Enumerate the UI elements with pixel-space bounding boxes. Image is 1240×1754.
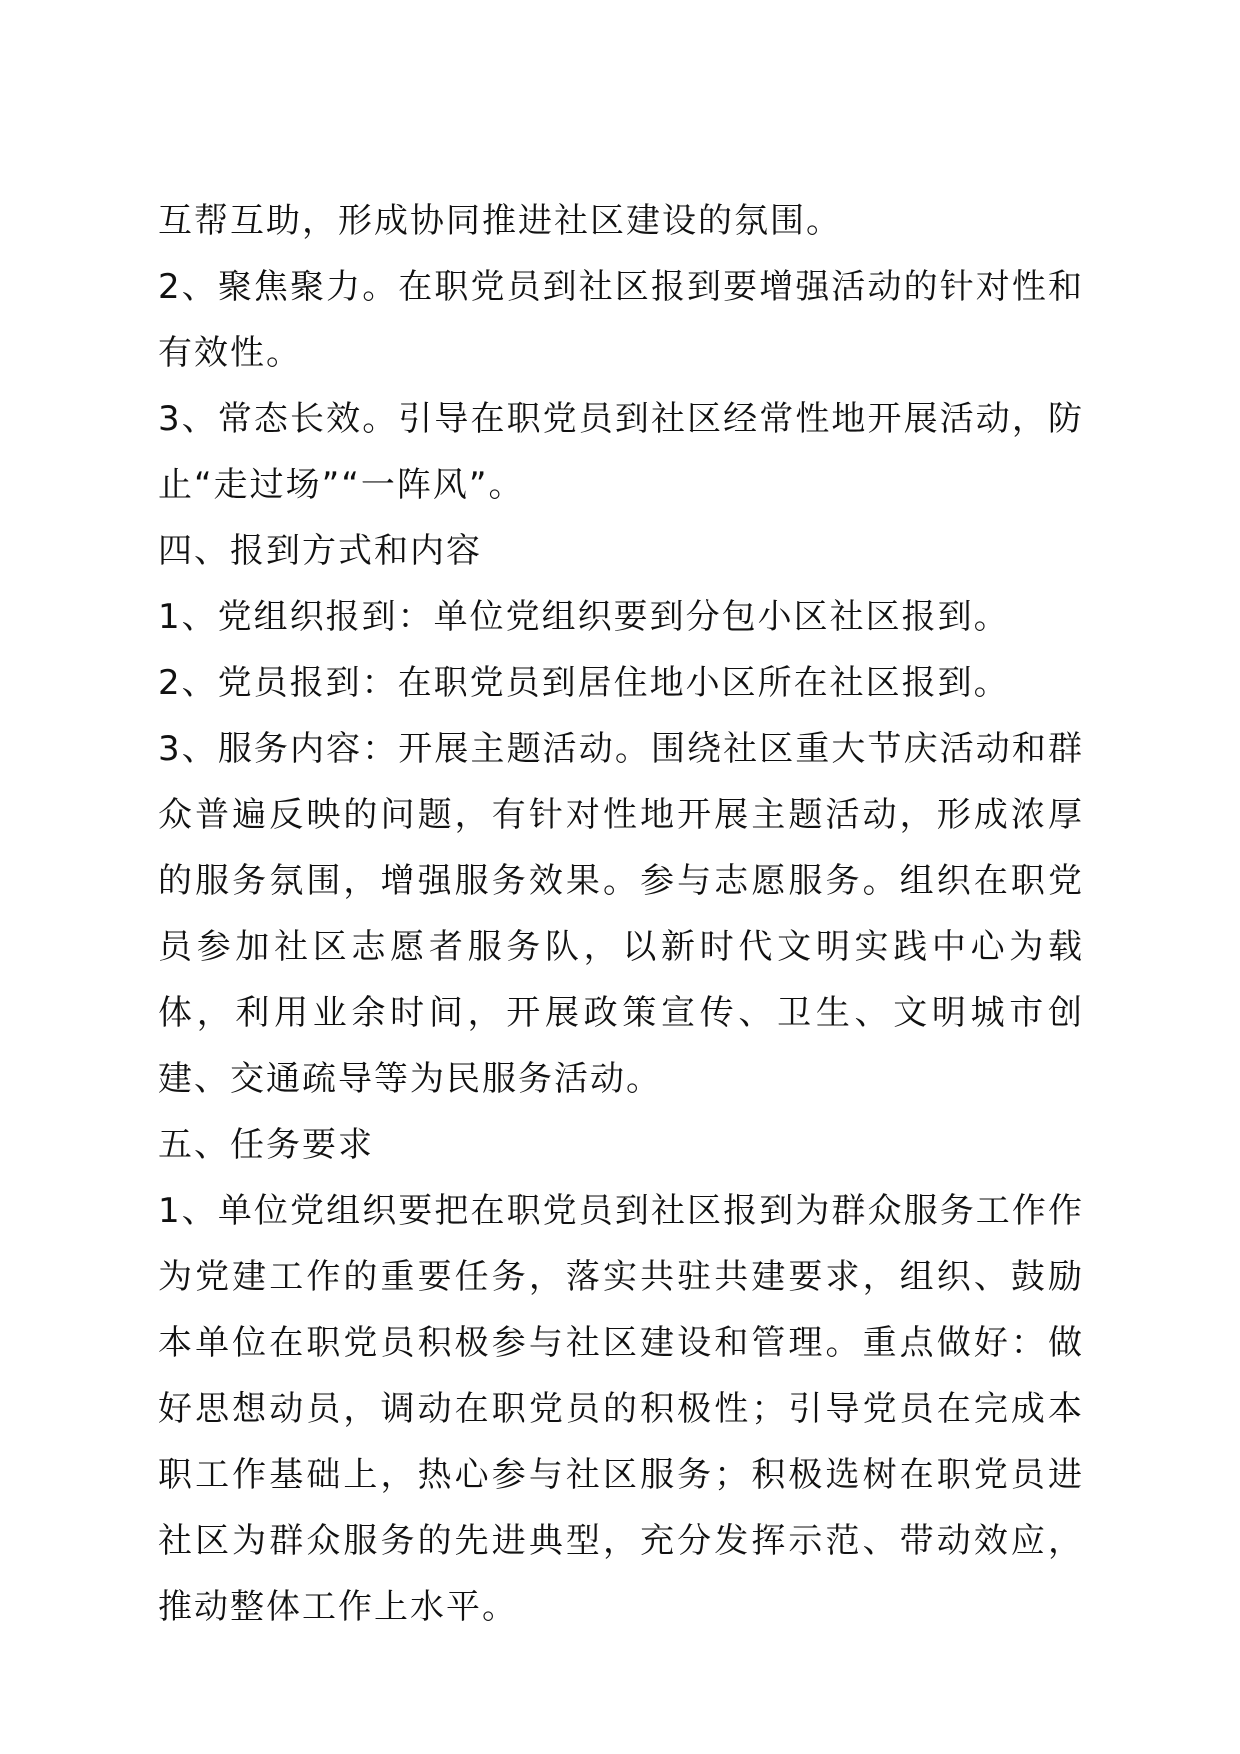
paragraph-continuation: 互帮互助，形成协同推进社区建设的氛围。	[158, 201, 842, 241]
paragraph-item-2-member-report: 2、党员报到：在职党员到居住地小区所在社区报到。	[158, 663, 1010, 703]
paragraph-item-3-regular: 3、常态长效。引导在职党员到社区经常性地开展活动，防止“走过场”“一阵风”。	[158, 399, 1084, 505]
paragraph-item-1-task-requirement: 1、单位党组织要把在职党员到社区报到为群众服务工作作为党建工作的重要任务，落实共驻共建要求，组织、鼓励本单位在职党员积极参与社区建设和管理。重点做好：做好思想动员，调动在职党员的积极性；引导党员在完成本职工作基础上，热心参与社区服务；积极选树在职党员进社区为群众服务的先进典型，充分发挥示范、带动效应，推动整体工作上水平。	[158, 1191, 1084, 1627]
section-heading-4: 四、报到方式和内容	[158, 531, 482, 571]
paragraph-item-1-org-report: 1、党组织报到：单位党组织要到分包小区社区报到。	[158, 597, 1010, 637]
paragraph-item-2-focus: 2、聚焦聚力。在职党员到社区报到要增强活动的针对性和有效性。	[158, 267, 1084, 373]
section-heading-5: 五、任务要求	[158, 1125, 374, 1165]
document-page	[158, 188, 1084, 1640]
paragraph-item-3-service-content: 3、服务内容：开展主题活动。围绕社区重大节庆活动和群众普遍反映的问题，有针对性地开展主题活动，形成浓厚的服务氛围，增强服务效果。参与志愿服务。组织在职党员参加社区志愿者服务队，以新时代文明实践中心为载体，利用业余时间，开展政策宣传、卫生、文明城市创建、交通疏导等为民服务活动。	[158, 729, 1084, 1099]
